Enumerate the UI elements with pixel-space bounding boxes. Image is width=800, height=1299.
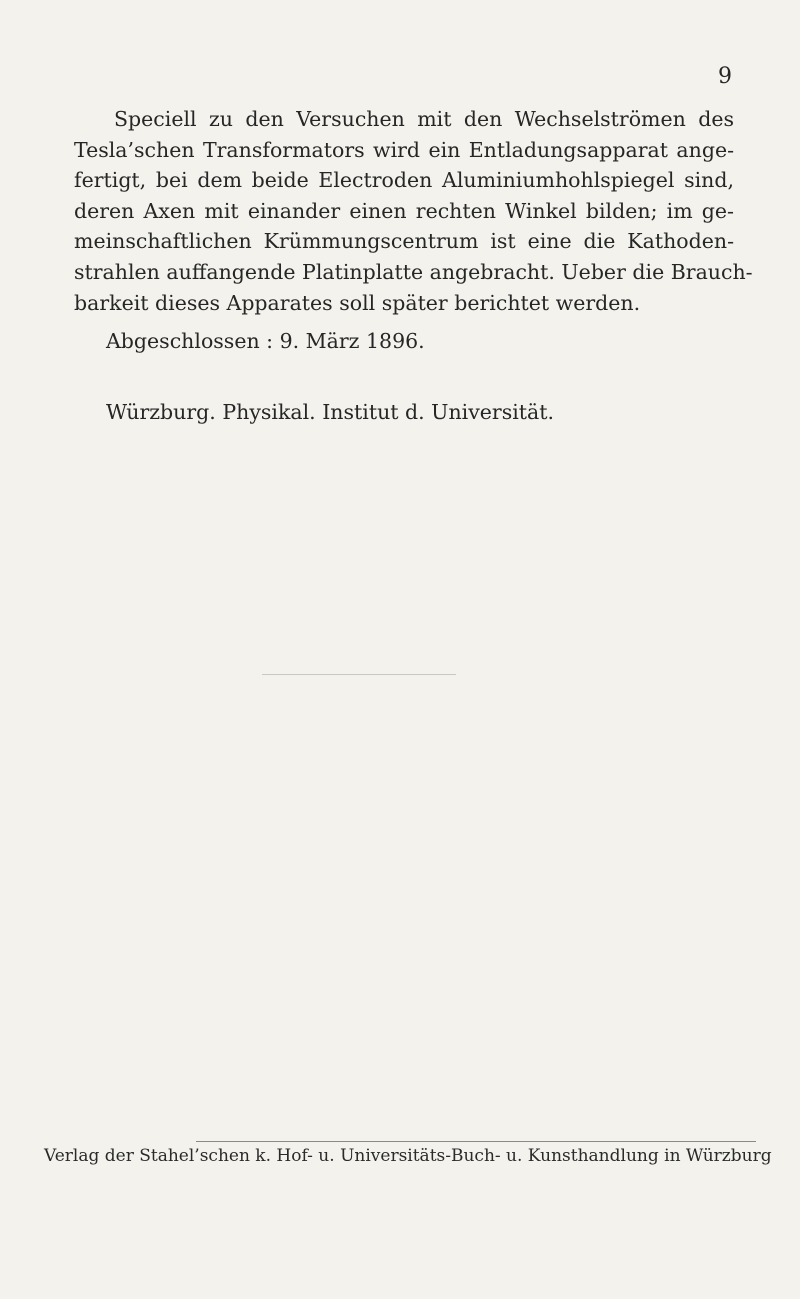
paragraph-line: barkeit dieses Apparates soll später berichtet werden. [74, 290, 641, 315]
divider [262, 674, 456, 675]
paragraph-line: strahlen auffangende Platinplatte angebracht. Ueber die Brauch- [74, 259, 753, 284]
paragraph-line: Tesla’schen Transformators wird ein Entladungsapparat ange- [74, 137, 734, 162]
paragraph-line: fertigt, bei dem beide Electroden Aluminiumhohlspiegel sind, [74, 168, 734, 193]
publisher-line: Verlag der Stahel’schen k. Hof- u. Universitäts-Buch- u. Kunsthandlung in Würzburg [44, 1146, 772, 1166]
paragraph-line: deren Axen mit einander einen rechten Winkel bilden; im ge- [74, 198, 734, 223]
body-paragraph [74, 104, 753, 318]
closing-date: Abgeschlossen : 9. März 1896. [106, 329, 425, 353]
page-number: 9 [718, 64, 732, 89]
footer-divider [196, 1141, 756, 1142]
institution-line: Würzburg. Physikal. Institut d. Universität. [106, 400, 555, 424]
paragraph-line: meinschaftlichen Krümmungscentrum ist eine die Kathoden- [74, 229, 734, 254]
paragraph-line: Speciell zu den Versuchen mit den Wechselströmen des [114, 107, 734, 131]
